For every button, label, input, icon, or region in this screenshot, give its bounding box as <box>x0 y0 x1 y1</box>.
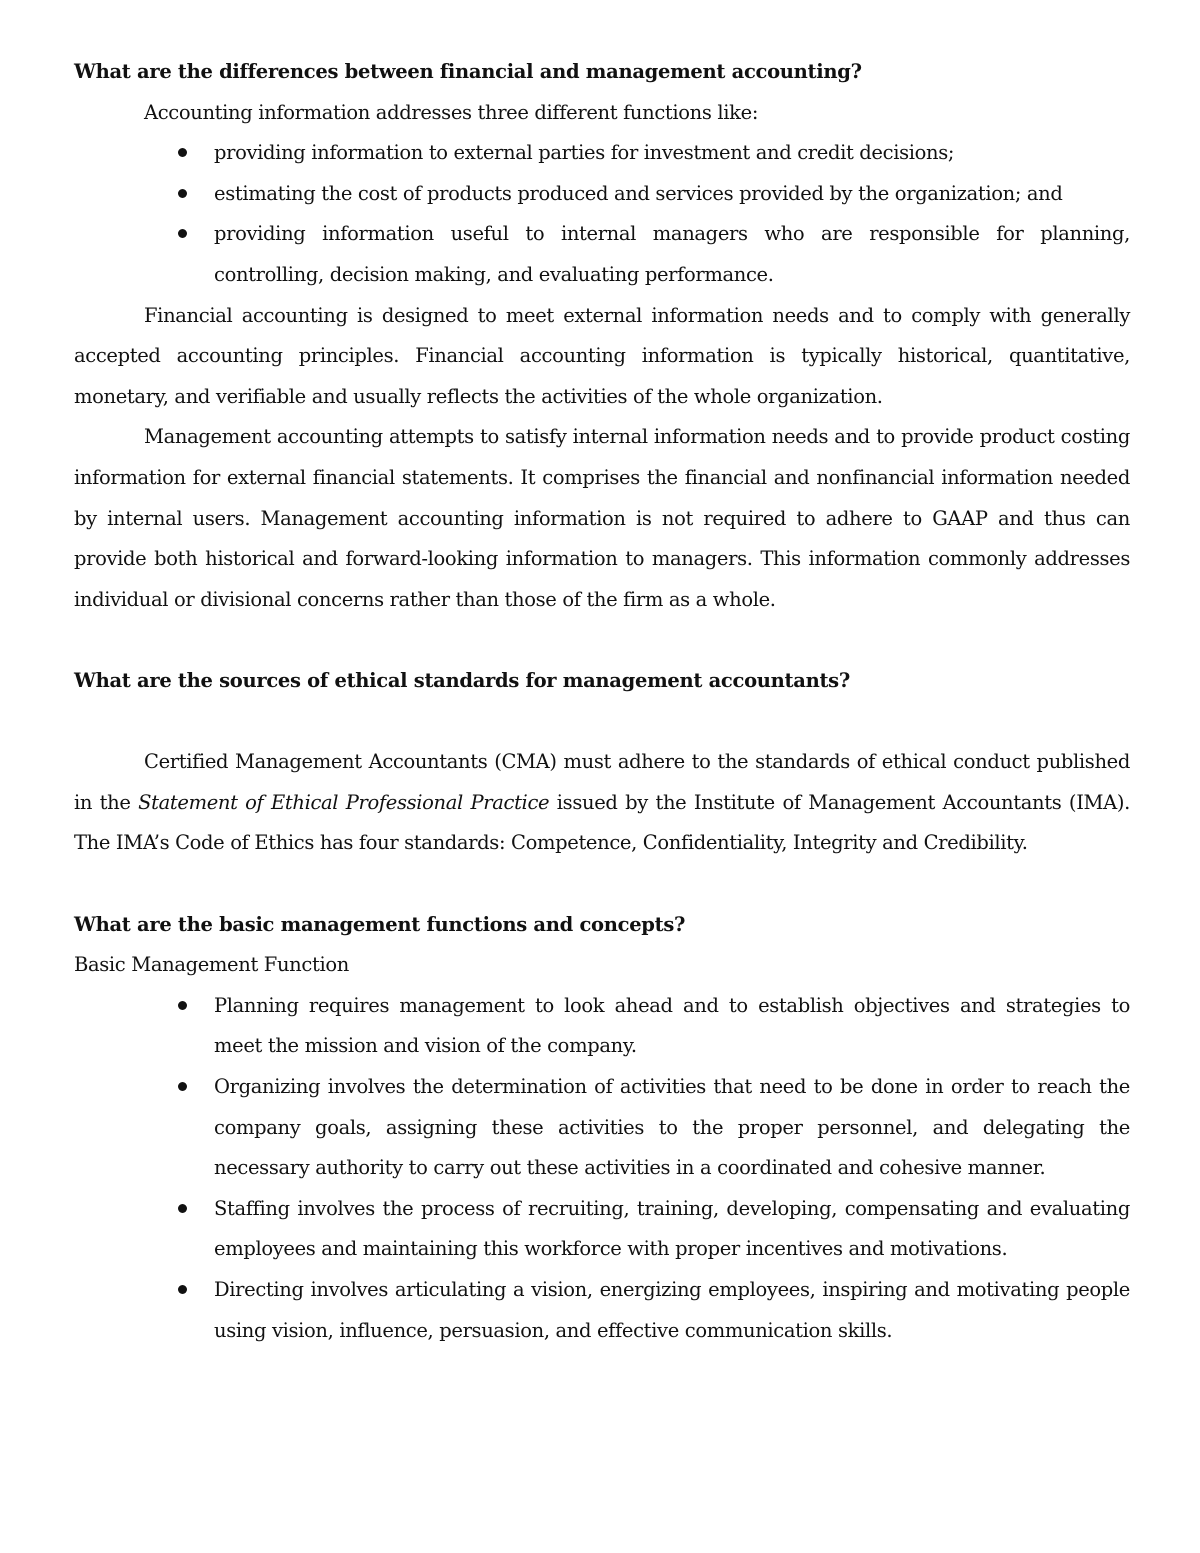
list-item-text: Organizing involves the determination of activities that need to be done in order to reach the company goals, assigning these activities to the proper personnel, and delegating the necessary authority to carry out these activities in a coordinated and cohesive manner. <box>214 1075 1130 1180</box>
accounting-functions-list <box>74 133 1130 295</box>
paragraph-financial-accounting: Financial accounting is designed to meet external information needs and to comply with generally accepted accounting principles. Financial accounting information is typically historical, quantitative, monetary, and verifiable and usually reflects the activities of the whole organization. <box>74 303 1130 408</box>
section-intro: Accounting information addresses three different functions like: <box>144 100 759 124</box>
paragraph-ethical-standards <box>74 742 1130 864</box>
bullet-icon <box>178 229 187 238</box>
list-item-text: Staffing involves the process of recruiting, training, developing, compensating and evaluating employees and maintaining this workforce with proper incentives and motivations. <box>214 1196 1130 1261</box>
subheading-basic-management-function: Basic Management Function <box>74 953 349 977</box>
paragraph-text-start: Certified Management Accountants (CMA) must adhere to the standards of ethical conduct published in the <box>74 749 1130 814</box>
section-heading-management-functions: What are the basic management functions and concepts? <box>74 912 686 936</box>
bullet-icon <box>178 1204 187 1213</box>
list-item <box>214 1270 1130 1351</box>
spacer <box>74 864 1130 905</box>
list-item <box>214 1189 1130 1270</box>
list-item-text: estimating the cost of products produced and services provided by the organization; and <box>214 181 1063 205</box>
section-heading-ethical-standards: What are the sources of ethical standards for management accountants? <box>74 669 850 693</box>
list-item-text: providing information useful to internal managers who are responsible for planning, controlling, decision making, and evaluating performance. <box>214 222 1130 286</box>
bullet-icon <box>178 1001 187 1010</box>
spacer <box>74 620 1130 661</box>
management-functions-list <box>74 986 1130 1351</box>
list-item <box>214 133 1130 174</box>
list-item-text: Directing involves articulating a vision, energizing employees, inspiring and motivating people using vision, influence, persuasion, and effective communication skills. <box>214 1278 1130 1342</box>
list-item <box>214 1067 1130 1189</box>
publication-title: Statement of Ethical Professional Practice <box>138 790 550 814</box>
list-item-text: Planning requires management to look ahead and to establish objectives and strategies to meet the mission and vision of the company. <box>214 993 1130 1058</box>
paragraph-text-end: issued by the Institute of Management Accountants (IMA). The IMA’s Code of Ethics has four standards: Competence, Confidentiality, Integrity and Credibility. <box>74 790 1130 855</box>
bullet-icon <box>178 148 187 157</box>
section-heading-financial-vs-management: What are the differences between financial and management accounting? <box>74 60 862 83</box>
list-item <box>214 986 1130 1067</box>
paragraph-management-accounting: Management accounting attempts to satisfy internal information needs and to provide product costing information for external financial statements. It comprises the financial and nonfinancial information needed by internal users. Management accounting information is not required to adhere to GAAP and thus can provide both historical and forward-looking information to managers. This information commonly addresses individual or divisional concerns rather than those of the firm as a whole. <box>74 425 1130 611</box>
document-page <box>74 52 1130 1351</box>
bullet-icon <box>178 189 187 198</box>
spacer <box>74 702 1130 742</box>
list-item-text: providing information to external parties for investment and credit decisions; <box>214 141 955 165</box>
bullet-icon <box>178 1082 187 1091</box>
list-item <box>214 214 1130 295</box>
list-item <box>214 174 1130 215</box>
bullet-icon <box>178 1285 187 1294</box>
